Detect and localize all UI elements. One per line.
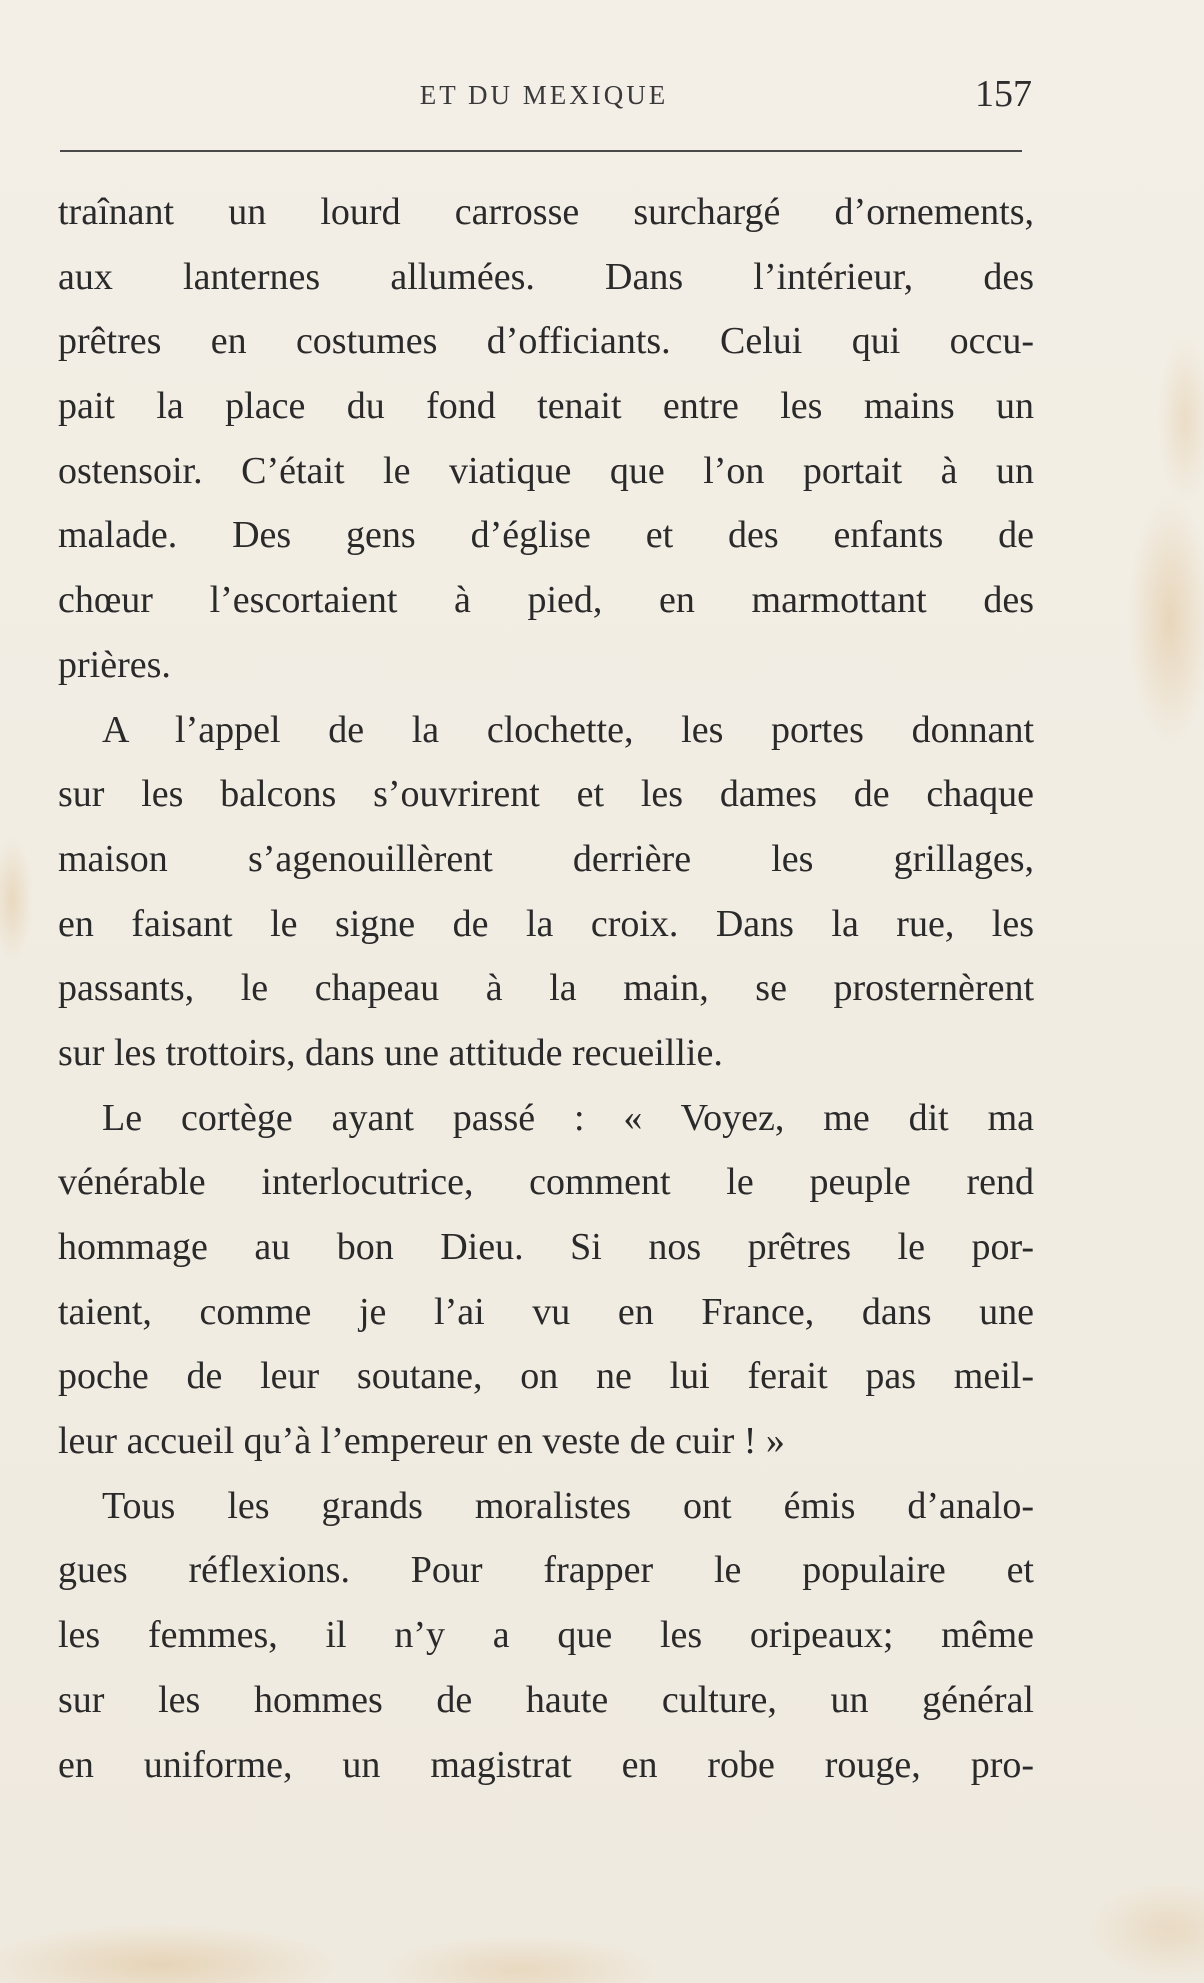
text-line: les femmes, il n’y a que les oripeaux; même [58, 1614, 1034, 1657]
text-line: chœur l’escortaient à pied, en marmottant des [58, 579, 1034, 622]
text-line: sur les trottoirs, dans une attitude recueillie. [58, 1031, 723, 1074]
running-head [56, 72, 1032, 122]
running-title: ET DU MEXIQUE [419, 80, 669, 110]
text-line: hommage au bon Dieu. Si nos prêtres le por- [58, 1226, 1034, 1268]
text-line: leur accueil qu’à l’empereur en veste de cuir ! » [58, 1420, 785, 1463]
text-line: vénérable interlocutrice, comment le peuple rend [58, 1161, 1034, 1204]
text-line: Le cortège ayant passé : « Voyez, me dit ma [102, 1096, 1034, 1139]
text-line: prêtres en costumes d’officiants. Celui qui occu- [58, 320, 1034, 363]
text-line: pait la place du fond tenait entre les mains un [58, 385, 1034, 428]
text-line: malade. Des gens d’église et des enfants de [58, 514, 1034, 557]
body-text [58, 180, 1034, 1797]
text-line: taient, comme je l’ai vu en France, dans une [58, 1290, 1034, 1333]
text-line: en faisant le signe de la croix. Dans la rue, les [58, 902, 1034, 945]
text-line: passants, le chapeau à la main, se prosternèrent [58, 967, 1034, 1010]
text-line: en uniforme, un magistrat en robe rouge, pro- [58, 1743, 1034, 1786]
header-rule [60, 150, 1022, 152]
text-line: A l’appel de la clochette, les portes donnant [102, 708, 1034, 751]
text-line: sur les balcons s’ouvrirent et les dames de chaque [58, 773, 1034, 816]
text-line: maison s’agenouillèrent derrière les grillages, [58, 837, 1034, 880]
text-line: aux lanternes allumées. Dans l’intérieur, des [58, 255, 1034, 298]
text-line: Tous les grands moralistes ont émis d’analo- [102, 1484, 1034, 1527]
text-line: poche de leur soutane, on ne lui ferait pas meil- [58, 1355, 1034, 1398]
text-line: prières. [58, 643, 171, 686]
text-line: ostensoir. C’était le viatique que l’on portait à un [58, 449, 1034, 492]
text-line: sur les hommes de haute culture, un général [58, 1678, 1034, 1721]
text-line: traînant un lourd carrosse surchargé d’ornements, [58, 191, 1034, 233]
page-number: 157 [975, 73, 1032, 115]
text-line: gues réflexions. Pour frapper le populaire et [58, 1549, 1034, 1592]
